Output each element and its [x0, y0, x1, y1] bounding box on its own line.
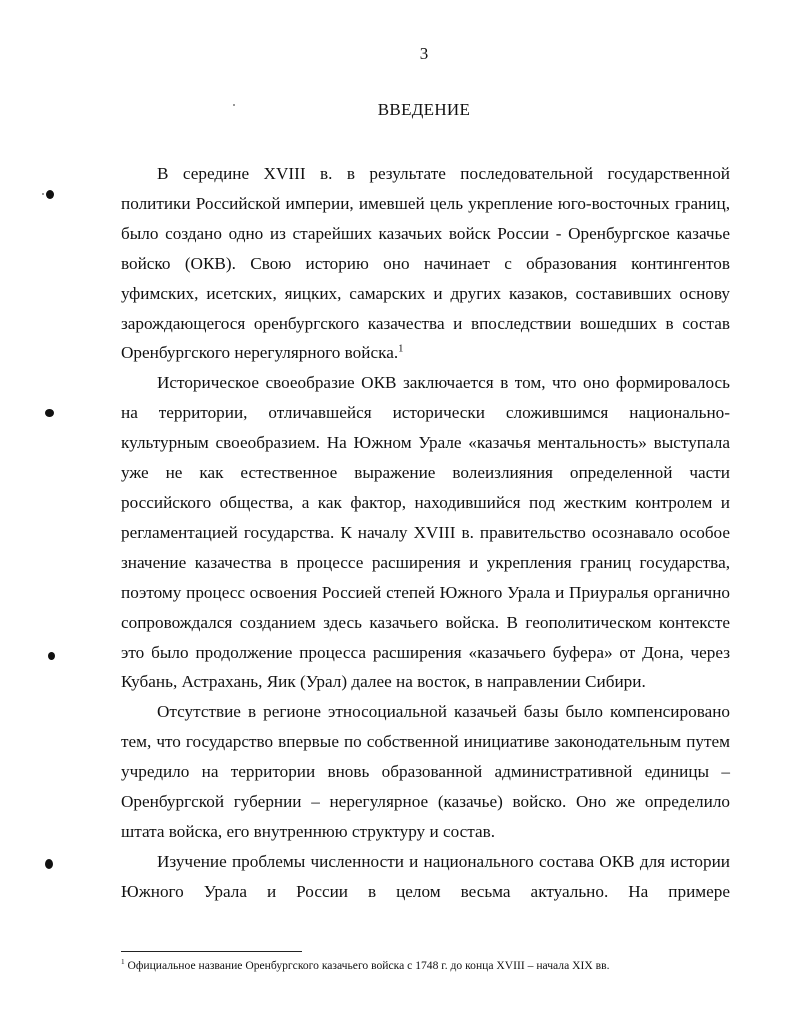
- paragraph-4: [121, 847, 730, 907]
- scan-speck: [233, 104, 235, 106]
- binder-hole-mark: [48, 652, 55, 660]
- paragraph-1-text: В середине XVIII в. в результате последовательной государственной политики Российской империи, имевшей цель укрепление юго-восточных границ, было создано одно из старейших казачьих войск России - Оренбургское казачье войско (ОКВ). Свою историю оно начинает с образования контингентов уфимских, исетских, яицких, самарских и других казаков, составивших основу зарождающегося оренбургского казачества и впоследствии вошедших в состав Оренбургского нерегулярного войска.: [121, 164, 730, 363]
- paragraph-3-text: Отсутствие в регионе этносоциальной казачьей базы было компенсировано тем, что государство впервые по собственной инициативе законодательным путем учредило на территории вновь образованной административной единицы – Оренбургской губернии – нерегулярное (казачье) войско. Оно же определило штата войска, его внутреннюю структуру и состав.: [121, 702, 730, 841]
- binder-hole-mark: [45, 859, 53, 869]
- paragraph-1: [121, 159, 730, 368]
- page-number: 3: [419, 44, 429, 63]
- scan-speck: [42, 193, 44, 195]
- paragraph-2-text: Историческое своеобразие ОКВ заключается в том, что оно формировалось на территории, отличавшейся исторически сложившимся национально-культурным своеобразием. На Южном Урале «казачья ментальность» выступала уже не как естественное выражение волеизлияния определенной части российского общества, а как фактор, находившийся под жестким контролем и регламентацией государства. К началу XVIII в. правительство осознавало особое значение казачества в процессе расширения и укрепления границ государства, поэтому процесс освоения Россией степей Южного Урала и Приуралья органично сопровождался созданием здесь казачьего войска. В геополитическом контексте это было продолжение процесса расширения «казачьего буфера» от Дона, через Кубань, Астрахань, Яик (Урал) далее на восток, в направлении Сибири.: [121, 373, 730, 692]
- binder-hole-mark: [45, 409, 54, 417]
- paragraph-3: [121, 697, 730, 847]
- body-text: [121, 159, 730, 907]
- binder-hole-mark: [46, 190, 54, 199]
- page-title: ВВЕДЕНИЕ: [377, 100, 471, 119]
- paragraph-4-text: Изучение проблемы численности и национального состава ОКВ для истории Южного Урала и России в целом весьма актуально. На примере: [121, 851, 730, 901]
- footnote-reference: 1: [398, 343, 404, 355]
- footnote: [121, 958, 761, 974]
- paragraph-2: [121, 368, 730, 697]
- footnote-marker: 1: [121, 958, 125, 967]
- footnote-divider: [121, 951, 302, 952]
- footnote-text: Официальное название Оренбургского казачьего войска с 1748 г. до конца XVIII – начала XIX вв.: [124, 959, 610, 972]
